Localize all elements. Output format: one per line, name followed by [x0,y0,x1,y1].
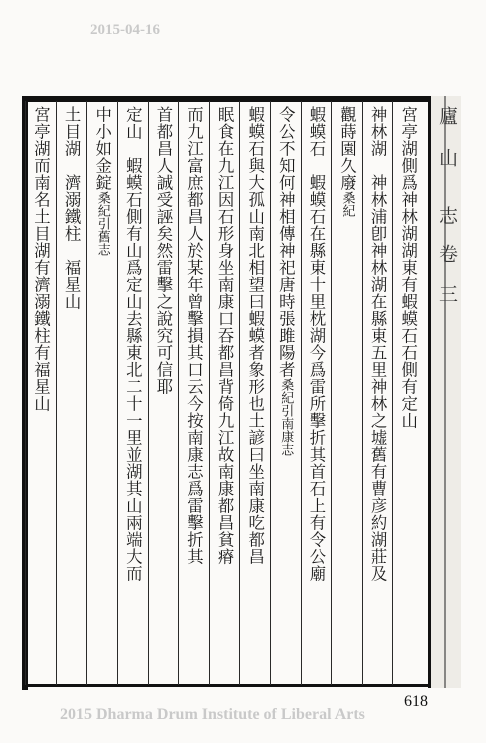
source-note: 桑紀 [339,191,355,217]
column-rule [209,101,210,685]
footer-watermark: 2015 Dharma Drum Institute of Liberal Arts [60,706,365,723]
column-text: 中小如金錠 [92,106,112,191]
text-column [396,106,420,429]
edge-tab-char: 山 [436,148,458,171]
column-text: 土目湖 [62,106,82,157]
column-text: 蝦蟆石與大孤山南北相望曰蝦蟆者象形也土諺曰坐南康吃都昌 [245,106,265,565]
column-rule [301,101,302,685]
column-text: 觀蒔園久廢 [337,106,357,191]
page-number: 618 [404,693,428,710]
text-column [120,106,144,582]
column-text: 首都昌人誠受誣矣然雷擊之說究可信耶 [153,106,173,395]
edge-tab-char: 卷 [436,244,458,267]
page-edge-strip [431,96,461,688]
column-text: 宮亭湖側爲神林湖湖東有蝦蟆石石側有定山 [398,106,418,429]
date-watermark: 2015-04-16 [90,22,160,38]
column-rule [117,101,118,685]
text-column [335,106,359,217]
column-rule [86,101,87,685]
column-text: 福星山 [62,242,82,310]
column-text: 濟溺鐵柱 [62,157,82,242]
frame-top-border [22,96,430,102]
column-text: 眠食在九江因石形身坐南康口吞都昌背倚九江故南康都昌貧瘠 [215,106,235,565]
text-column [90,106,114,256]
column-rule [270,101,271,685]
page-edge-line [444,96,446,688]
column-text: 定山 [123,106,143,140]
text-column [29,106,53,412]
column-rule [148,101,149,685]
edge-tab-char: 廬 [436,106,458,129]
column-rule [178,101,179,685]
text-column [365,106,389,582]
source-note: 桑紀引南康志 [278,378,294,456]
text-column [304,106,328,582]
column-rule [239,101,240,685]
column-rule [331,101,332,685]
text-column [59,106,83,310]
column-text: 神林湖 [368,106,388,157]
source-note: 桑紀引舊志 [94,191,110,256]
text-column [151,106,175,395]
text-column [212,106,236,565]
column-text: 宮亭湖而南名土目湖有濟溺鐵柱有福星山 [31,106,51,412]
edge-tab-char: 三 [436,284,458,307]
column-rule [392,101,393,685]
edge-tab-char: 志 [436,206,458,229]
text-column [273,106,297,456]
column-text: 而九江富庶都昌人於某年曾擊損其口云今按南康志爲雷擊折其 [184,106,204,565]
frame-bottom-border [22,684,432,687]
column-text: 令公不知何神相傳神祀唐時張雎陽者 [276,106,296,378]
column-rule [25,101,26,685]
column-rule [56,101,57,685]
column-text: 蝦蟆石 [306,106,326,157]
text-column [243,106,267,565]
column-text: 蝦蟆石側有山爲定山去縣東北二十一里並湖其山兩端大而 [123,140,143,582]
column-text: 神林浦卽神林湖在縣東五里神林之墟舊有曹彦約湖莊及 [368,157,388,582]
text-column [182,106,206,565]
column-rule [362,101,363,685]
column-text: 蝦蟆石在縣東十里枕湖今爲雷所擊折其首石上有令公廟 [306,157,326,582]
